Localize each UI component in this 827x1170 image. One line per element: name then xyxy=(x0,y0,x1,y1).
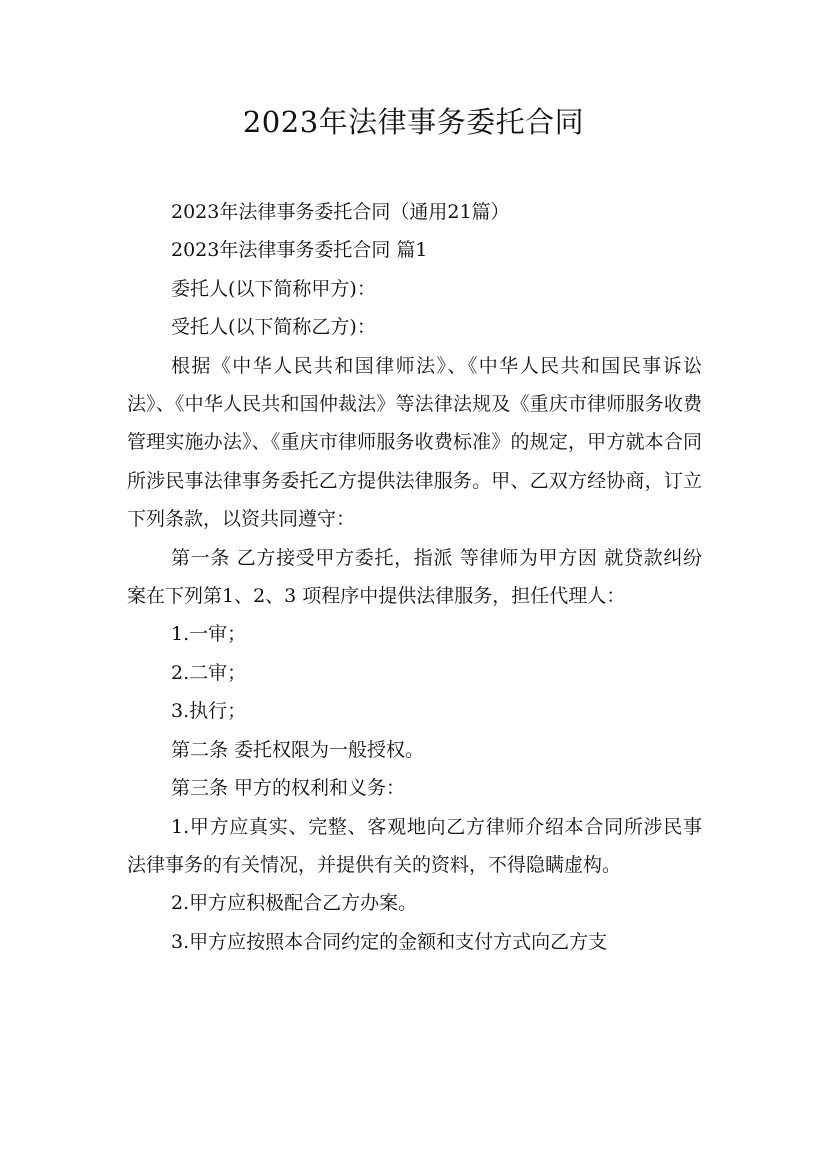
paragraph-principal: 委托人(以下简称甲方)： xyxy=(171,277,376,300)
paragraph-section-heading: 2023年法律事务委托合同 篇1 xyxy=(171,239,428,262)
paragraph-obligation-1: 1.甲方应真实、完整、客观地向乙方律师介绍本合同所涉民事法律事务的有关情况，并提供有关的资料，不得隐瞒虚构。 xyxy=(127,815,702,876)
paragraph-article-1: 第一条 乙方接受甲方委托，指派 等律师为甲方因 就贷款纠纷案在下列第1、2、3 项程序中提供法律服务，担任代理人： xyxy=(127,546,702,608)
list-item-first-instance: 1.一审； xyxy=(171,623,247,646)
paragraph-article-2: 第二条 委托权限为一般授权。 xyxy=(171,738,425,761)
paragraph-obligation-2: 2.甲方应积极配合乙方办案。 xyxy=(171,892,418,915)
paragraph-basis: 根据《中华人民共和国律师法》、《中华人民共和国民事诉讼法》、《中华人民共和国仲裁法》等法律法规及《重庆市律师服务收费管理实施办法》、《重庆市律师服务收费标准》的规定，甲方就本合同所涉民事法律事务委托乙方提供法律服务。甲、乙双方经协商，订立下列条款，以资共同遵守： xyxy=(127,354,702,531)
document-body xyxy=(127,193,702,961)
document-title: 2023年法律事务委托合同 xyxy=(242,105,585,139)
paragraph-subtitle: 2023年法律事务委托合同（通用21篇） xyxy=(171,201,510,223)
list-item-execution: 3.执行； xyxy=(171,700,247,723)
paragraph-article-3: 第三条 甲方的权利和义务： xyxy=(171,777,406,800)
list-item-second-instance: 2.二审； xyxy=(171,661,247,684)
paragraph-obligation-3: 3.甲方应按照本合同约定的金额和支付方式向乙方支 xyxy=(171,930,608,953)
paragraph-agent: 受托人(以下简称乙方)： xyxy=(171,316,376,339)
